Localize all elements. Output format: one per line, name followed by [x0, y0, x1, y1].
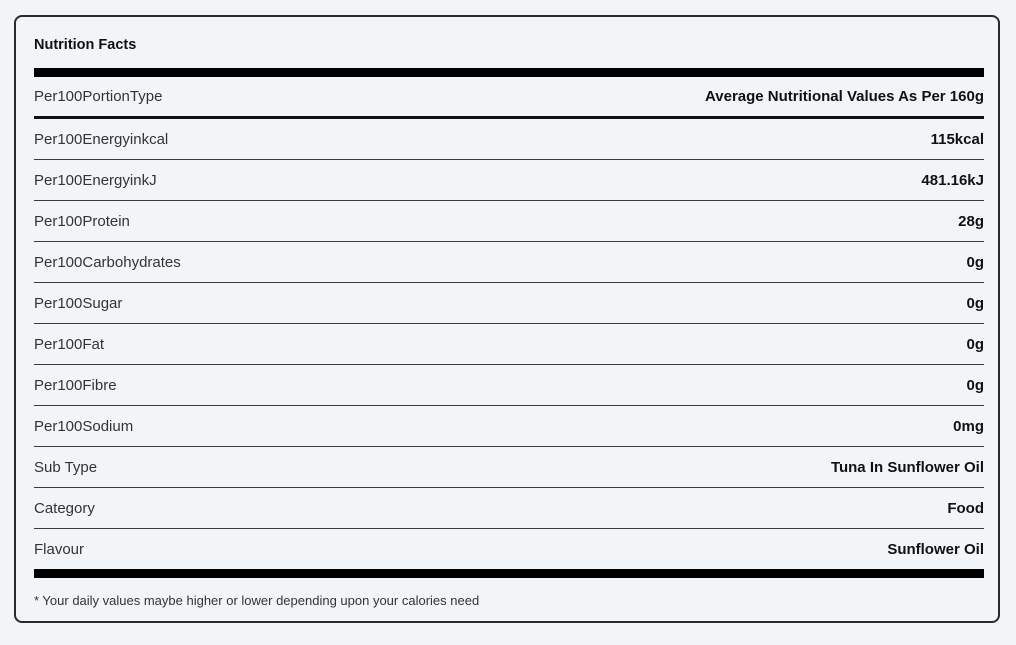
row-value: 481.16kJ: [921, 171, 984, 189]
row-label: Per100PortionType: [34, 88, 163, 105]
row-category: [34, 488, 984, 529]
row-fibre: [34, 365, 984, 406]
row-value: Food: [947, 499, 984, 517]
row-label: Sub Type: [34, 458, 98, 476]
panel-title: Nutrition Facts: [34, 37, 137, 53]
row-sodium: [34, 406, 984, 447]
row-value: 0mg: [953, 417, 984, 435]
row-label: Per100Protein: [34, 212, 130, 230]
row-value: Average Nutritional Values As Per 160g: [704, 88, 984, 105]
row-value: Sunflower Oil: [887, 541, 984, 558]
row-flavour: [34, 529, 984, 570]
row-carbohydrates: [34, 242, 984, 283]
row-protein: [34, 201, 984, 242]
row-sugar: [34, 283, 984, 324]
row-energy-kcal: [34, 119, 984, 160]
bottom-divider: [34, 569, 984, 578]
nutrition-facts-panel: [14, 15, 1000, 623]
row-label: Per100EnergyinkJ: [34, 171, 157, 189]
row-label: Per100Sodium: [34, 417, 134, 435]
row-fat: [34, 324, 984, 365]
row-value: 0g: [966, 376, 984, 394]
row-label: Per100Fibre: [34, 376, 117, 394]
row-value: 28g: [958, 212, 984, 230]
row-label: Flavour: [34, 541, 85, 558]
row-label: Per100Sugar: [34, 294, 123, 312]
row-label: Per100Carbohydrates: [34, 253, 181, 271]
row-energy-kj: [34, 160, 984, 201]
row-value: 0g: [966, 294, 984, 312]
row-label: Category: [34, 499, 95, 517]
row-value: 0g: [966, 253, 984, 271]
row-value: Tuna In Sunflower Oil: [830, 458, 984, 476]
row-label: Per100Energyinkcal: [34, 130, 169, 148]
row-value: 115kcal: [930, 130, 984, 148]
row-portion-type: [34, 77, 984, 119]
top-divider: [34, 68, 984, 77]
row-label: Per100Fat: [34, 335, 105, 353]
row-sub-type: [34, 447, 984, 488]
nutrition-table: [34, 77, 984, 570]
footnote: * Your daily values maybe higher or lower depending upon your calories need: [34, 593, 480, 608]
row-value: 0g: [966, 335, 984, 353]
